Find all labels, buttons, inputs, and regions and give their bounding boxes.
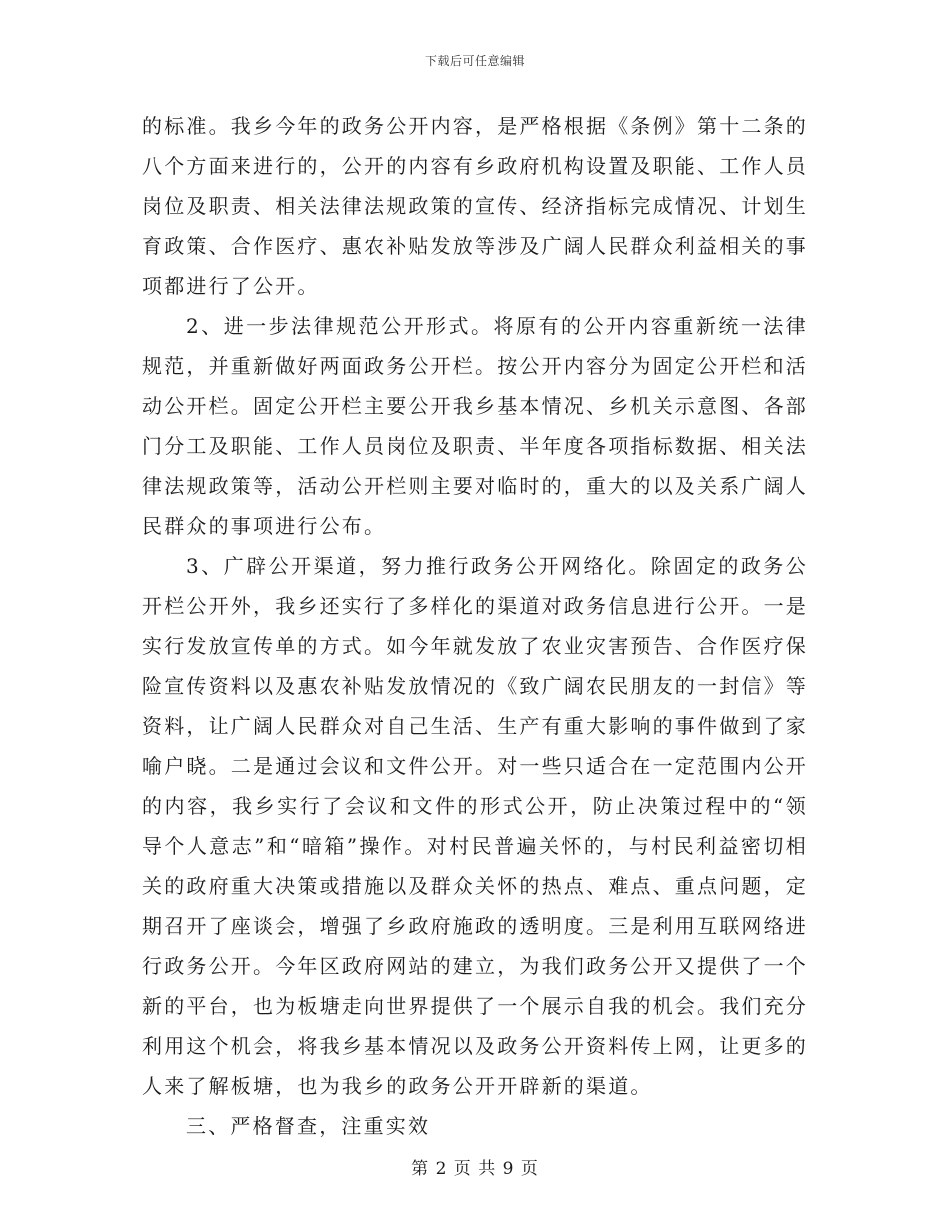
paragraph-continuation: 的标准。我乡今年的政务公开内容，是严格根据《条例》第十二条的八个方面来进行的，公开的内容有乡政府机构设置及职能、工作人员岗位及职责、相关法律法规政策的宣传、经济指标完成情况、计划生育政策、合作医疗、惠农补贴发放等涉及广阔人民群众利益相关的事项都进行了公开。 (142, 114, 808, 298)
page-number: 第 2 页 共 9 页 (411, 1159, 539, 1179)
section-heading: 三、严格督查，注重实效 (186, 1114, 431, 1138)
body-text (142, 106, 808, 1146)
paragraph-item-3: 3、广辟公开渠道，努力推行政务公开网络化。除固定的政务公开栏公开外，我乡还实行了多样化的渠道对政务信息进行公开。一是实行发放宣传单的方式。如今年就发放了农业灾害预告、合作医疗保险宣传资料以及惠农补贴发放情况的《致广阔农民朋友的一封信》等资料，让广阔人民群众对自己生活、生产有重大影响的事件做到了家喻户晓。二是通过会议和文件公开。对一些只适合在一定范围内公开的内容，我乡实行了会议和文件的形式公开，防止决策过程中的“领导个人意志”和“暗箱”操作。对村民普遍关怀的，与村民利益密切相关的政府重大决策或措施以及群众关怀的热点、难点、重点问题，定期召开了座谈会，增强了乡政府施政的透明度。三是利用互联网络进行政务公开。今年区政府网站的建立，为我们政务公开又提供了一个新的平台，也为板塘走向世界提供了一个展示自我的机会。我们充分利用这个机会，将我乡基本情况以及政务公开资料传上网，让更多的人来了解板塘，也为我乡的政务公开开辟新的渠道。 (142, 554, 808, 1098)
header-note: 下载后可任意编辑 (424, 54, 525, 68)
paragraph-item-2: 2、进一步法律规范公开形式。将原有的公开内容重新统一法律规范，并重新做好两面政务公开栏。按公开内容分为固定公开栏和活动公开栏。固定公开栏主要公开我乡基本情况、乡机关示意图、各部门分工及职能、工作人员岗位及职责、半年度各项指标数据、相关法律法规政策等，活动公开栏则主要对临时的，重大的以及关系广阔人民群众的事项进行公布。 (142, 314, 808, 538)
